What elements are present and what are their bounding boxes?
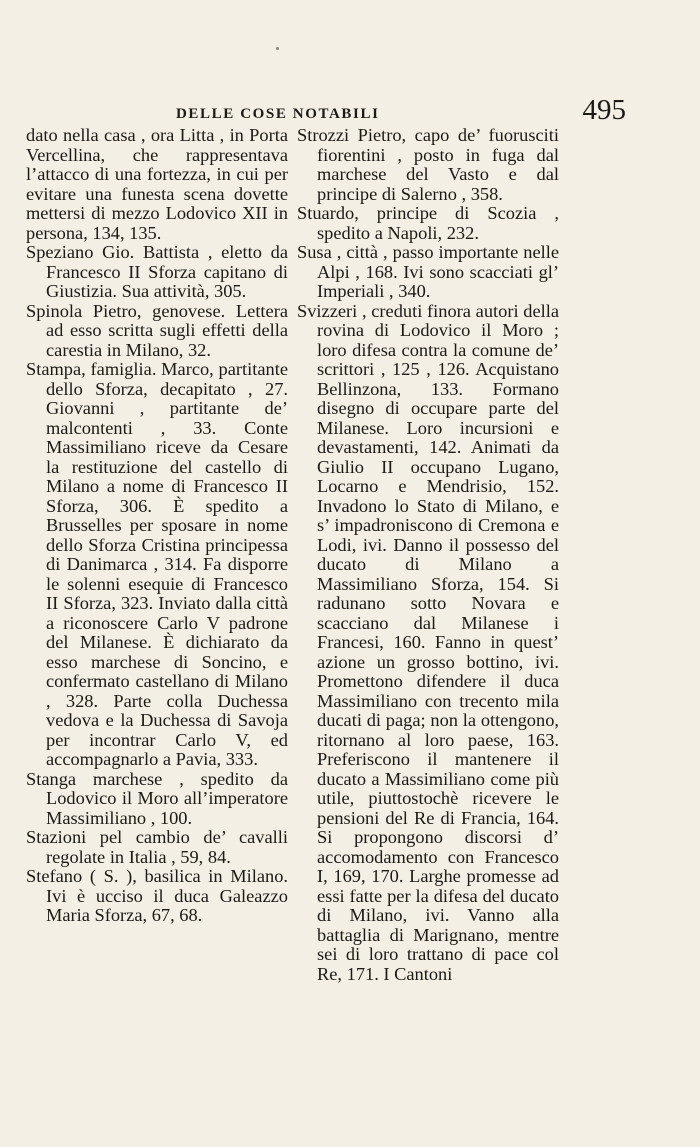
index-entry: Spinola Pietro, genovese. Lettera ad esso scritta sugli effetti della carestia in Milano, 32.	[26, 300, 288, 360]
index-entry: Strozzi Pietro, capo de’ fuorusciti fiorentini , posto in fuga dal marchese del Vasto e dal principe di Salerno , 358.	[297, 125, 559, 204]
paper-speck	[276, 47, 279, 50]
index-entry: Stazioni pel cambio de’ cavalli regolate in Italia , 59, 84.	[26, 827, 288, 867]
right-column	[297, 126, 559, 984]
running-head: DELLE COSE NOTABILI	[176, 106, 380, 122]
index-entry: Stefano ( S. ), basilica in Milano. Ivi è ucciso il duca Galeazzo Maria Sforza, 67, 68.	[26, 866, 288, 925]
left-column	[26, 126, 288, 926]
index-entry: Stanga marchese , spedito da Lodovico il Moro all’imperatore Massimiliano , 100.	[26, 768, 288, 828]
page-number: 495	[582, 94, 626, 126]
index-entry: Susa , città , passo importante nelle Alpi , 168. Ivi sono scacciati gl’ Imperiali , 340.	[297, 242, 559, 301]
index-entry: Stuardo, principe di Scozia , spedito a Napoli, 232.	[297, 203, 559, 243]
index-entry: Stampa, famiglia. Marco, partitante dello Sforza, decapitato , 27. Giovanni , partitante de’ malcontenti , 33. Conte Massimiliano riceve da Cesare la restituzione del castello di Milano a nome di Francesco II Sforza, 306. È spedito a Brusselles per sposare in nome dello Sforza Cristina principessa di Danimarca , 314. Fa disporre le solenni esequie di Francesco II Sforza, 323. Inviato dalla città a riconoscere Carlo V padrone del Milanese. È dichiarato da esso marchese di Soncino, e confermato castellano di Milano , 328. Parte colla Duchessa vedova e la Duchessa di Savoja per incontrar Carlo V, ed accompagnarlo a Pavia, 333.	[26, 359, 288, 769]
index-entry: Speziano Gio. Battista , eletto da Francesco II Sforza capitano di Giustizia. Sua attività, 305.	[26, 242, 288, 301]
index-entry: Svizzeri , creduti finora autori della rovina di Lodovico il Moro ; loro difesa contra la comune de’ scrittori , 125 , 126. Acquistano Bellinzona, 133. Formano disegno di occupare parte del Milanese. Loro incursioni e devastamenti, 142. Animati da Giulio II occupano Lugano, Locarno e Mendrisio, 152. Invadono lo Stato di Milano, e s’ impadroniscono di Cremona e Lodi, ivi. Danno il possesso del ducato di Milano a Massimiliano Sforza, 154. Si radunano sotto Novara e scacciano dal Milanese i Francesi, 160. Fanno in quest’ azione un grosso bottino, ivi. Promettono difendere il duca Massimiliano con trecento mila ducati di paga; non la ottengono, ritornano al loro paese, 163. Preferiscono il mantenere il ducato a Massimiliano come più utile, piuttostochè ricevere le pensioni del Re di Francia, 164. Si propongono discorsi d’ accomodamento con Francesco I, 169, 170. Larghe promesse ad essi fatte per la difesa del ducato di Milano, ivi. Vanno alla battaglia di Marignano, mentre sei di loro trattano di pace col Re, 171. I Cantoni	[297, 300, 559, 984]
index-entry: dato nella casa , ora Litta , in Porta Vercellina, che rappresentava l’attacco di una fortezza, in cui per evitare una funesta scena dovette mettersi di mezzo Lodovico XII in persona, 134, 135.	[26, 125, 288, 243]
